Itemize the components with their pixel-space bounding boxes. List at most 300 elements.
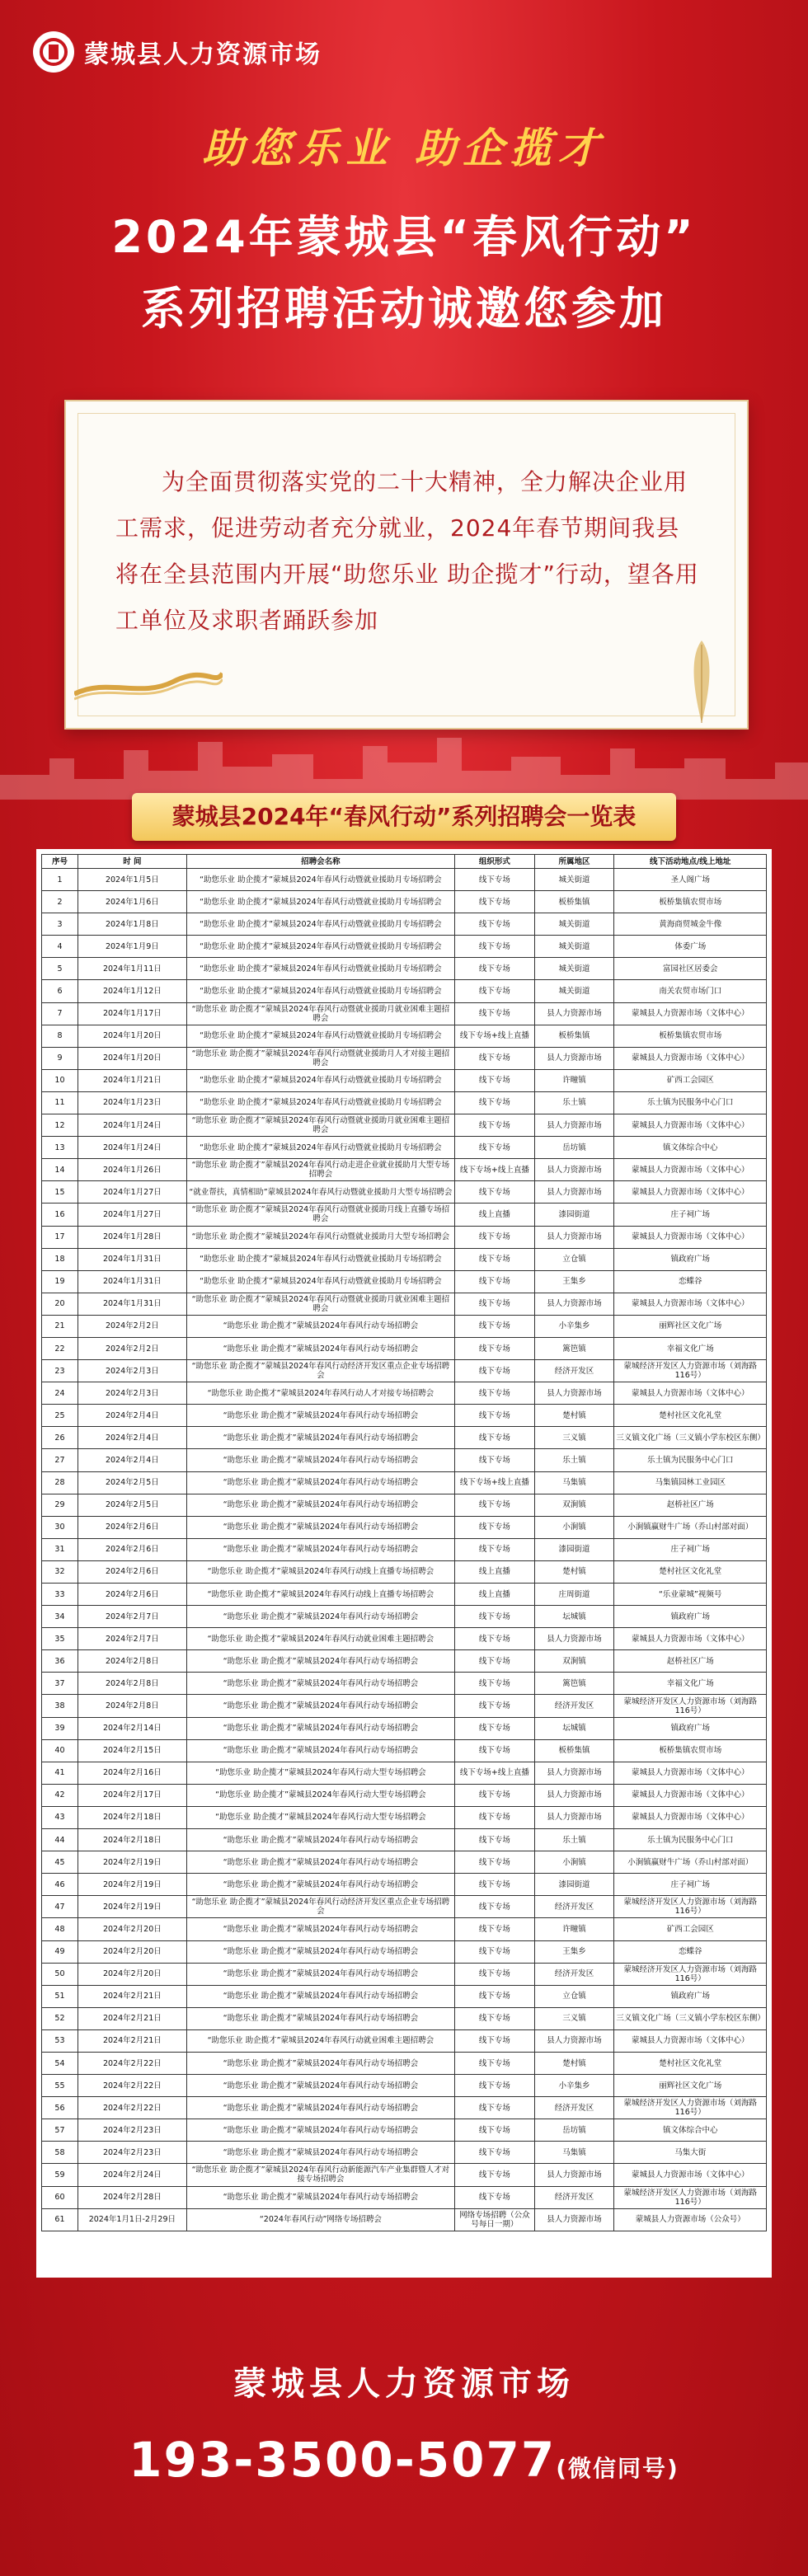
table-row — [42, 1494, 767, 1516]
table-row — [42, 2142, 767, 2164]
cell-region: 城关街道 — [534, 913, 614, 936]
cell-date: 2024年2月21日 — [78, 2029, 186, 2052]
cell-index: 1 — [42, 869, 78, 891]
cell-location: 镇政府广场 — [614, 1248, 767, 1270]
cell-location: 蒙城经济开发区人力资源市场（刘海路116号） — [614, 1963, 767, 1985]
table-row — [42, 1226, 767, 1248]
table-row — [42, 1025, 767, 1047]
cell-region: 坛城镇 — [534, 1606, 614, 1628]
cell-location: 矿西工会园区 — [614, 1918, 767, 1940]
cell-location: 赵桥社区广场 — [614, 1494, 767, 1516]
cell-location: 丽辉社区文化广场 — [614, 1315, 767, 1337]
cell-name: “助您乐业 助企揽才”蒙城县2024年春风行动专场招聘会 — [186, 1494, 454, 1516]
cell-name: “助您乐业 助企揽才”蒙城县2024年春风行动经济开发区重点企业专场招聘会 — [186, 1896, 454, 1918]
col-header-name: 招聘会名称 — [186, 855, 454, 869]
cell-name: “助您乐业 助企揽才”蒙城县2024年春风行动专场招聘会 — [186, 1337, 454, 1359]
cell-region: 小涧镇 — [534, 1516, 614, 1538]
cell-index: 34 — [42, 1606, 78, 1628]
intro-card — [64, 400, 749, 730]
cell-location: 蒙城经济开发区人力资源市场（刘海路116号） — [614, 2097, 767, 2119]
cell-name: “助您乐业 助企揽才”蒙城县2024年春风行动专场招聘会 — [186, 1405, 454, 1427]
feather-icon — [689, 640, 714, 723]
cell-region: 双涧镇 — [534, 1494, 614, 1516]
cell-name: “助您乐业 助企揽才”蒙城县2024年春风行动专场招聘会 — [186, 1985, 454, 2007]
cell-name: “助您乐业 助企揽才”蒙城县2024年春风行动专场招聘会 — [186, 2186, 454, 2208]
cell-date: 2024年2月22日 — [78, 2097, 186, 2119]
cell-index: 18 — [42, 1248, 78, 1270]
cell-location: 蒙城县人力资源市场（文体中心） — [614, 1002, 767, 1025]
cell-region: 城关街道 — [534, 869, 614, 891]
cell-date: 2024年2月2日 — [78, 1337, 186, 1359]
table-row — [42, 1695, 767, 1717]
cell-index: 37 — [42, 1673, 78, 1695]
cell-format: 线下专场 — [455, 891, 535, 913]
cell-region: 小辛集乡 — [534, 1315, 614, 1337]
cell-region: 坛城镇 — [534, 1717, 614, 1739]
cell-date: 2024年1月9日 — [78, 936, 186, 958]
cell-location: 蒙城经济开发区人力资源市场（刘海路116号） — [614, 1896, 767, 1918]
cell-format: 线下专场 — [455, 869, 535, 891]
cell-date: 2024年2月17日 — [78, 1784, 186, 1806]
cell-index: 10 — [42, 1069, 78, 1091]
cell-format: 线下专场 — [455, 1405, 535, 1427]
cell-region: 漆园街道 — [534, 1874, 614, 1896]
table-row — [42, 1204, 767, 1226]
cell-format: 线上直播 — [455, 1560, 535, 1583]
cell-date: 2024年2月22日 — [78, 2075, 186, 2097]
cell-format: 线下专场 — [455, 1315, 535, 1337]
cell-region: 县人力资源市场 — [534, 1806, 614, 1828]
cell-format: 线下专场 — [455, 1673, 535, 1695]
cell-date: 2024年2月18日 — [78, 1806, 186, 1828]
table-row — [42, 1717, 767, 1739]
cell-region: 篱笆镇 — [534, 1337, 614, 1359]
cell-region: 乐土镇 — [534, 1091, 614, 1114]
cell-region: 经济开发区 — [534, 2097, 614, 2119]
table-title: 蒙城县2024年“春风行动”系列招聘会一览表 — [132, 793, 676, 841]
cell-name: “助您乐业 助企揽才”蒙城县2024年春风行动专场招聘会 — [186, 1963, 454, 1985]
cell-date: 2024年2月5日 — [78, 1471, 186, 1494]
cell-index: 2 — [42, 891, 78, 913]
cell-location: 板桥集镇农贸市场 — [614, 891, 767, 913]
cell-name: “助您乐业 助企揽才”蒙城县2024年春风行动暨就业援助月专场招聘会 — [186, 891, 454, 913]
cell-location: 蒙城经济开发区人力资源市场（刘海路116号） — [614, 1695, 767, 1717]
cell-date: 2024年2月5日 — [78, 1494, 186, 1516]
cell-name: “助您乐业 助企揽才”蒙城县2024年春风行动线上直播专场招聘会 — [186, 1584, 454, 1606]
cell-format: 线上直播 — [455, 1204, 535, 1226]
cell-format: 线下专场 — [455, 936, 535, 958]
table-row — [42, 1874, 767, 1896]
table-row — [42, 1270, 767, 1293]
cell-date: 2024年2月21日 — [78, 1985, 186, 2007]
cell-location: 幸福文化广场 — [614, 1337, 767, 1359]
cell-region: 板桥集镇 — [534, 1025, 614, 1047]
table-row — [42, 1069, 767, 1091]
cell-format: 线下专场 — [455, 2075, 535, 2097]
table-row — [42, 1673, 767, 1695]
cell-date: 2024年2月22日 — [78, 2052, 186, 2074]
cell-date: 2024年2月28日 — [78, 2186, 186, 2208]
cell-date: 2024年1月31日 — [78, 1293, 186, 1315]
cell-region: 县人力资源市场 — [534, 2164, 614, 2186]
cell-index: 13 — [42, 1137, 78, 1159]
cell-name: “助您乐业 助企揽才”蒙城县2024年春风行动专场招聘会 — [186, 1516, 454, 1538]
table-row — [42, 1762, 767, 1784]
cell-name: “助您乐业 助企揽才”蒙城县2024年春风行动暨就业援助月专场招聘会 — [186, 1025, 454, 1047]
cell-location: 庄子祠广场 — [614, 1204, 767, 1226]
cell-name: “助您乐业 助企揽才”蒙城县2024年春风行动专场招聘会 — [186, 1673, 454, 1695]
cell-region: 马集镇 — [534, 1471, 614, 1494]
cell-format: 线下专场 — [455, 1717, 535, 1739]
cell-location: 蒙城县人力资源市场（文体中心） — [614, 1226, 767, 1248]
cell-name: “2024年春风行动”网络专场招聘会 — [186, 2208, 454, 2231]
cell-date: 2024年1月12日 — [78, 980, 186, 1002]
table-row — [42, 958, 767, 980]
cell-location: 蒙城县人力资源市场（文体中心） — [614, 2029, 767, 2052]
cell-date: 2024年2月7日 — [78, 1606, 186, 1628]
cell-location: 南关农贸市场门口 — [614, 980, 767, 1002]
cell-format: 线下专场 — [455, 1114, 535, 1137]
table-row — [42, 1315, 767, 1337]
cell-location: 圣人阁广场 — [614, 869, 767, 891]
cell-region: 楚村镇 — [534, 1560, 614, 1583]
table-row — [42, 1159, 767, 1181]
table-row — [42, 2119, 767, 2142]
cell-location: 楚村社区文化礼堂 — [614, 2052, 767, 2074]
cell-name: “助您乐业 助企揽才”蒙城县2024年春风行动专场招聘会 — [186, 1739, 454, 1762]
cell-date: 2024年2月6日 — [78, 1516, 186, 1538]
cell-region: 县人力资源市场 — [534, 2029, 614, 2052]
cell-index: 22 — [42, 1337, 78, 1359]
cell-date: 2024年1月21日 — [78, 1069, 186, 1091]
cell-location: 楚村社区文化礼堂 — [614, 1560, 767, 1583]
cell-date: 2024年1月1日-2月29日 — [78, 2208, 186, 2231]
cell-date: 2024年2月18日 — [78, 1829, 186, 1851]
cell-date: 2024年2月24日 — [78, 2164, 186, 2186]
cell-index: 61 — [42, 2208, 78, 2231]
cell-format: 线下专场 — [455, 958, 535, 980]
cell-format: 线下专场 — [455, 980, 535, 1002]
table-row — [42, 913, 767, 936]
table-row — [42, 1471, 767, 1494]
table-row — [42, 1047, 767, 1069]
cell-location: 板桥集镇农贸市场 — [614, 1739, 767, 1762]
events-table — [41, 854, 767, 2231]
skyline-icon — [0, 734, 808, 800]
table-row — [42, 936, 767, 958]
cell-index: 12 — [42, 1114, 78, 1137]
cell-index: 56 — [42, 2097, 78, 2119]
cell-region: 县人力资源市场 — [534, 1293, 614, 1315]
table-row — [42, 1829, 767, 1851]
cell-name: “助您乐业 助企揽才”蒙城县2024年春风行动专场招聘会 — [186, 2075, 454, 2097]
cell-index: 11 — [42, 1091, 78, 1114]
cell-date: 2024年2月20日 — [78, 1963, 186, 1985]
cell-name: “就业帮扶，真情相助”蒙城县2024年春风行动暨就业援助月大型专场招聘会 — [186, 1181, 454, 1204]
cell-region: 城关街道 — [534, 980, 614, 1002]
cell-location: 蒙城县人力资源市场（文体中心） — [614, 1293, 767, 1315]
cell-region: 篱笆镇 — [534, 1673, 614, 1695]
cell-name: “助您乐业 助企揽才”蒙城县2024年春风行动专场招聘会 — [186, 2142, 454, 2164]
cell-date: 2024年2月15日 — [78, 1739, 186, 1762]
table-row — [42, 2007, 767, 2029]
cell-region: 漆园街道 — [534, 1538, 614, 1560]
cell-date: 2024年1月20日 — [78, 1025, 186, 1047]
cell-name: “助您乐业 助企揽才”蒙城县2024年春风行动专场招聘会 — [186, 2052, 454, 2074]
cell-index: 30 — [42, 1516, 78, 1538]
cell-index: 4 — [42, 936, 78, 958]
cell-index: 57 — [42, 2119, 78, 2142]
cell-date: 2024年1月24日 — [78, 1137, 186, 1159]
cell-date: 2024年2月21日 — [78, 2007, 186, 2029]
cell-region: 县人力资源市场 — [534, 2208, 614, 2231]
cell-date: 2024年1月31日 — [78, 1248, 186, 1270]
cell-format: 线下专场 — [455, 1293, 535, 1315]
cell-location: 蒙城经济开发区人力资源市场（刘海路116号） — [614, 2186, 767, 2208]
footer-org-name: 蒙城县人力资源市场 — [233, 2364, 575, 2403]
cell-name: “助您乐业 助企揽才”蒙城县2024年春风行动专场招聘会 — [186, 1940, 454, 1963]
cell-location: 蒙城县人力资源市场（文体中心） — [614, 1784, 767, 1806]
cell-format: 线下专场 — [455, 1494, 535, 1516]
cell-date: 2024年1月20日 — [78, 1047, 186, 1069]
cell-format: 线下专场 — [455, 2052, 535, 2074]
cell-location: 蒙城县人力资源市场（公众号） — [614, 2208, 767, 2231]
cell-index: 55 — [42, 2075, 78, 2097]
cell-region: 王集乡 — [534, 1270, 614, 1293]
cell-format: 线下专场 — [455, 1985, 535, 2007]
cell-index: 53 — [42, 2029, 78, 2052]
table-row — [42, 2029, 767, 2052]
cell-name: “助您乐业 助企揽才”蒙城县2024年春风行动暨就业援助月专场招聘会 — [186, 1270, 454, 1293]
cell-location: “乐业蒙城”视频号 — [614, 1584, 767, 1606]
cell-date: 2024年2月3日 — [78, 1382, 186, 1405]
cell-location: 乐土镇为民服务中心门口 — [614, 1091, 767, 1114]
cell-index: 32 — [42, 1560, 78, 1583]
cell-region: 漆园街道 — [534, 1204, 614, 1226]
cell-format: 线下专场 — [455, 1806, 535, 1828]
cell-index: 27 — [42, 1449, 78, 1471]
cell-index: 47 — [42, 1896, 78, 1918]
cell-index: 52 — [42, 2007, 78, 2029]
cell-date: 2024年2月14日 — [78, 1717, 186, 1739]
table-row — [42, 1248, 767, 1270]
cell-name: “助您乐业 助企揽才”蒙城县2024年春风行动暨就业援助月就业困难主题招聘会 — [186, 1002, 454, 1025]
cell-index: 26 — [42, 1427, 78, 1449]
table-row — [42, 1985, 767, 2007]
cell-index: 40 — [42, 1739, 78, 1762]
cell-index: 35 — [42, 1628, 78, 1650]
cell-format: 线下专场 — [455, 1226, 535, 1248]
logo-icon — [33, 31, 74, 73]
cell-format: 线下专场 — [455, 1516, 535, 1538]
cell-location: 矿西工会园区 — [614, 1069, 767, 1091]
table-row — [42, 1181, 767, 1204]
cell-name: “助您乐业 助企揽才”蒙城县2024年春风行动专场招聘会 — [186, 1471, 454, 1494]
cell-index: 42 — [42, 1784, 78, 1806]
cell-location: 幸福文化广场 — [614, 1673, 767, 1695]
cell-name: “助您乐业 助企揽才”蒙城县2024年春风行动专场招聘会 — [186, 1874, 454, 1896]
cell-format: 线下专场 — [455, 1963, 535, 1985]
table-row — [42, 2075, 767, 2097]
header — [33, 31, 322, 73]
cell-location: 赵桥社区广场 — [614, 1650, 767, 1673]
cell-format: 线下专场 — [455, 1382, 535, 1405]
cell-region: 三义镇 — [534, 2007, 614, 2029]
cell-location: 乐土镇为民服务中心门口 — [614, 1449, 767, 1471]
slogan: 助您乐业 助企揽才 — [202, 124, 606, 172]
cell-date: 2024年2月6日 — [78, 1560, 186, 1583]
cell-location: 小涧镇赢财牛广场（乔山村部对面） — [614, 1851, 767, 1874]
cell-index: 21 — [42, 1315, 78, 1337]
table-row — [42, 1137, 767, 1159]
cell-format: 线下专场 — [455, 2119, 535, 2142]
cell-date: 2024年2月8日 — [78, 1695, 186, 1717]
wechat-note: (微信同号) — [556, 2455, 679, 2482]
cell-location: 庄子祠广场 — [614, 1538, 767, 1560]
cell-location: 镇文体综合中心 — [614, 1137, 767, 1159]
table-row — [42, 1114, 767, 1137]
cell-name: “助您乐业 助企揽才”蒙城县2024年春风行动人才对接专场招聘会 — [186, 1382, 454, 1405]
table-row — [42, 1584, 767, 1606]
cell-index: 49 — [42, 1940, 78, 1963]
cell-format: 线下专场 — [455, 1047, 535, 1069]
cell-location: 乐土镇为民服务中心门口 — [614, 1829, 767, 1851]
cell-region: 县人力资源市场 — [534, 1382, 614, 1405]
cell-format: 线下专场 — [455, 2029, 535, 2052]
cell-region: 县人力资源市场 — [534, 1628, 614, 1650]
cell-format: 线下专场 — [455, 1337, 535, 1359]
table-row — [42, 869, 767, 891]
cell-name: “助您乐业 助企揽才”蒙城县2024年春风行动专场招聘会 — [186, 1427, 454, 1449]
cell-date: 2024年1月17日 — [78, 1002, 186, 1025]
cell-format: 线下专场 — [455, 2007, 535, 2029]
cell-region: 楚村镇 — [534, 1405, 614, 1427]
cell-index: 9 — [42, 1047, 78, 1069]
cell-region: 县人力资源市场 — [534, 1762, 614, 1784]
cell-format: 线下专场 — [455, 1606, 535, 1628]
cell-name: “助您乐业 助企揽才”蒙城县2024年春风行动暨就业援助月专场招聘会 — [186, 958, 454, 980]
cell-name: “助您乐业 助企揽才”蒙城县2024年春风行动暨就业援助月就业困难主题招聘会 — [186, 1114, 454, 1137]
cell-date: 2024年2月6日 — [78, 1538, 186, 1560]
cell-format: 线下专场 — [455, 1829, 535, 1851]
cell-index: 51 — [42, 1985, 78, 2007]
cell-date: 2024年1月6日 — [78, 891, 186, 913]
cell-name: “助您乐业 助企揽才”蒙城县2024年春风行动暨就业援助月专场招聘会 — [186, 1091, 454, 1114]
table-row — [42, 1337, 767, 1359]
cell-location: 镇政府广场 — [614, 1606, 767, 1628]
cell-name: “助您乐业 助企揽才”蒙城县2024年春风行动专场招聘会 — [186, 1315, 454, 1337]
cell-index: 3 — [42, 913, 78, 936]
cell-location: 蒙城县人力资源市场（文体中心） — [614, 1114, 767, 1137]
cell-name: “助您乐业 助企揽才”蒙城县2024年春风行动专场招聘会 — [186, 1829, 454, 1851]
cell-index: 33 — [42, 1584, 78, 1606]
cell-region: 县人力资源市场 — [534, 1226, 614, 1248]
cell-location: 楚村社区文化礼堂 — [614, 1405, 767, 1427]
cell-date: 2024年2月4日 — [78, 1449, 186, 1471]
cell-date: 2024年2月23日 — [78, 2119, 186, 2142]
cell-date: 2024年2月4日 — [78, 1405, 186, 1427]
cell-location: 小涧镇赢财牛广场（乔山村部对面） — [614, 1516, 767, 1538]
cell-date: 2024年1月27日 — [78, 1204, 186, 1226]
cell-format: 线下专场 — [455, 2142, 535, 2164]
cell-date: 2024年2月20日 — [78, 1940, 186, 1963]
cell-name: “助您乐业 助企揽才”蒙城县2024年春风行动暨就业援助月专场招聘会 — [186, 1069, 454, 1091]
cell-region: 县人力资源市场 — [534, 1181, 614, 1204]
col-header-index: 序号 — [42, 855, 78, 869]
cell-location: 镇政府广场 — [614, 1985, 767, 2007]
table-row — [42, 1806, 767, 1828]
cell-region: 经济开发区 — [534, 1963, 614, 1985]
cell-date: 2024年2月4日 — [78, 1427, 186, 1449]
cell-index: 46 — [42, 1874, 78, 1896]
table-row — [42, 1091, 767, 1114]
cell-region: 经济开发区 — [534, 2186, 614, 2208]
cell-date: 2024年2月2日 — [78, 1315, 186, 1337]
cell-format: 线下专场+线上直播 — [455, 1025, 535, 1047]
cell-region: 县人力资源市场 — [534, 1784, 614, 1806]
cell-index: 58 — [42, 2142, 78, 2164]
cell-format: 线下专场 — [455, 1069, 535, 1091]
cell-location: 镇文体综合中心 — [614, 2119, 767, 2142]
cell-index: 16 — [42, 1204, 78, 1226]
cell-location: 富园社区居委会 — [614, 958, 767, 980]
cell-name: “助您乐业 助企揽才”蒙城县2024年春风行动就业困难主题招聘会 — [186, 2029, 454, 2052]
cell-date: 2024年2月3日 — [78, 1360, 186, 1382]
cell-index: 24 — [42, 1382, 78, 1405]
cell-location: 蒙城县人力资源市场（文体中心） — [614, 1382, 767, 1405]
cell-name: “助您乐业 助企揽才”蒙城县2024年春风行动专场招聘会 — [186, 1538, 454, 1560]
cell-index: 7 — [42, 1002, 78, 1025]
cell-date: 2024年2月6日 — [78, 1584, 186, 1606]
cell-location: 蒙城县人力资源市场（文体中心） — [614, 1159, 767, 1181]
cell-format: 线下专场 — [455, 1002, 535, 1025]
cell-index: 54 — [42, 2052, 78, 2074]
cell-name: “助您乐业 助企揽才”蒙城县2024年春风行动暨就业援助月线上直播专场招聘会 — [186, 1204, 454, 1226]
cell-name: “助您乐业 助企揽才”蒙城县2024年春风行动专场招聘会 — [186, 1918, 454, 1940]
cell-date: 2024年2月19日 — [78, 1874, 186, 1896]
cell-index: 28 — [42, 1471, 78, 1494]
table-row — [42, 1896, 767, 1918]
cell-region: 城关街道 — [534, 958, 614, 980]
cell-location: 恋蝶谷 — [614, 1940, 767, 1963]
cell-format: 线下专场 — [455, 1248, 535, 1270]
cell-location: 黄海商贸城金牛像 — [614, 913, 767, 936]
title-line-1: 2024年蒙城县“春风行动” — [111, 211, 697, 263]
cell-name: “助您乐业 助企揽才”蒙城县2024年春风行动专场招聘会 — [186, 1695, 454, 1717]
cell-region: 岳坊镇 — [534, 2119, 614, 2142]
cell-index: 19 — [42, 1270, 78, 1293]
cell-region: 县人力资源市场 — [534, 1114, 614, 1137]
table-row — [42, 1963, 767, 1985]
cell-name: “助您乐业 助企揽才”蒙城县2024年春风行动专场招聘会 — [186, 1606, 454, 1628]
cell-date: 2024年1月5日 — [78, 869, 186, 891]
cell-name: “助您乐业 助企揽才”蒙城县2024年春风行动大型专场招聘会 — [186, 1784, 454, 1806]
cell-location: 马集镇园林工业园区 — [614, 1471, 767, 1494]
cell-format: 线下专场 — [455, 1874, 535, 1896]
table-row — [42, 1918, 767, 1940]
cell-name: “助您乐业 助企揽才”蒙城县2024年春风行动暨就业援助月专场招聘会 — [186, 913, 454, 936]
cell-name: “助您乐业 助企揽才”蒙城县2024年春风行动暨就业援助月专场招聘会 — [186, 980, 454, 1002]
table-row — [42, 2164, 767, 2186]
cell-date: 2024年1月24日 — [78, 1114, 186, 1137]
cell-index: 5 — [42, 958, 78, 980]
table-row — [42, 1560, 767, 1583]
cell-date: 2024年2月16日 — [78, 1762, 186, 1784]
table-row — [42, 1606, 767, 1628]
cell-location: 镇政府广场 — [614, 1717, 767, 1739]
cell-location: 蒙城经济开发区人力资源市场（刘海路116号） — [614, 1360, 767, 1382]
cell-format: 线上直播 — [455, 1584, 535, 1606]
